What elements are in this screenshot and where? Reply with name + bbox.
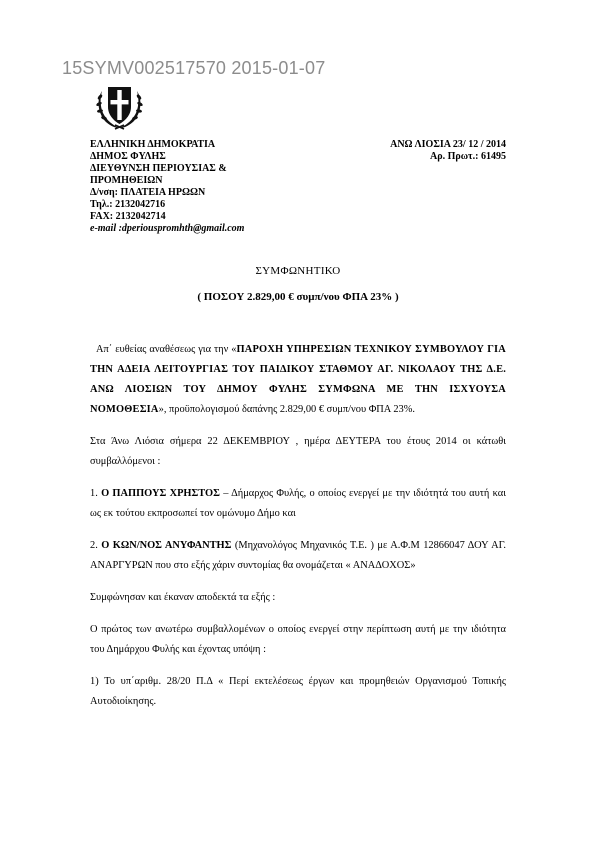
header-line: ΔΗΜΟΣ ΦΥΛΗΣ (90, 151, 166, 162)
header-line: ΔΙΕΥΘΥΝΣΗ ΠΕΡΙΟΥΣΙΑΣ & (90, 163, 227, 174)
header-line: Τηλ.: 2132042716 (90, 199, 166, 210)
header-line: ΕΛΛΗΝΙΚΗ ΔΗΜΟΚΡΑΤΙΑ (90, 139, 216, 150)
paragraph (90, 536, 506, 576)
service-title: ΠΑΡΟΧΗ ΥΠΗΡΕΣΙΩΝ ΤΕΧΝΙΚΟΥ ΣΥΜΒΟΥΛΟΥ ΓΙΑ ΤΗΝ ΑΔΕΙΑ ΛΕΙΤΟΥΡΓΙΑΣ ΤΟΥ ΠΑΙΔΙΚΟΥ ΣΤΑΘΜΟΥ ΑΓ. ΝΙΚΟΛΑΟΥ ΤΗΣ Δ.Ε. ΑΝΩ ΛΙΟΣΙΩΝ ΤΟΥ ΔΗΜΟΥ ΦΥΛΗΣ ΣΥΜΦΩΝΑ ΜΕ ΤΗΝ ΙΣΧΥΟΥΣΑ ΝΟΜΟΘΕΣΙΑ (90, 344, 506, 415)
header-line: Δ/νση: ΠΛΑΤΕΙΑ ΗΡΩΩΝ (90, 187, 206, 198)
party-name: Ο ΚΩΝ/ΝΟΣ ΑΝΥΦΑΝΤΗΣ (101, 540, 232, 551)
paragraph (90, 340, 506, 420)
document-subtitle: ( ΠΟΣΟΥ 2.829,00 € συμπ/νου ΦΠΑ 23% ) (197, 291, 399, 303)
email-line: e-mail :dperiouspromhth@gmail.com (90, 223, 245, 234)
party-name: Ο ΠΑΠΠΟΥΣ ΧΡΗΣΤΟΣ (101, 488, 220, 499)
paragraph-text: », προϋπολογισμού δαπάνης 2.829,00 € συμπ/νου ΦΠΑ 23%. (158, 404, 415, 415)
document-stamp: 15SYMV002517570 2015-01-07 (62, 58, 326, 78)
protocol-number: Αρ. Πρωτ.: 61495 (430, 151, 506, 162)
list-number: 2. (90, 540, 102, 551)
paragraph-text: (Μηχανολόγος Μηχανικός Τ.Ε. ) με Α.Φ.Μ 12866047 ΔΟΥ ΑΓ. ΑΝΑΡΓΥΡΩΝ που στο εξής χάριν συντομίας θα ονομάζεται « ΑΝΑΔΟΧΟΣ» (90, 540, 506, 571)
date-protocol-block (0, 139, 506, 163)
paragraph-text: Απ΄ ευθείας αναθέσεως για την « (96, 344, 237, 355)
paragraph: Ο πρώτος των ανωτέρω συμβαλλομένων ο οποίος ενεργεί στην περίπτωση αυτή με την ιδιότητα του Δημάρχου Φυλής και έχοντας υπόψη : (90, 624, 506, 655)
paragraph: 1) Το υπ΄αριθμ. 28/20 Π.Δ « Περί εκτελέσεως έργων και προμηθειών Οργανισμού Τοπικής Αυτοδιοίκησης. (90, 676, 506, 707)
list-number: 1. (90, 488, 102, 499)
paragraph: Στα Άνω Λιόσια σήμερα 22 ΔΕΚΕΜΒΡΙΟΥ , ημέρα ΔΕΥΤΕΡΑ του έτους 2014 οι κάτωθι συμβαλλόμενοι : (90, 436, 506, 467)
header-line: ΠΡΟΜΗΘΕΙΩΝ (90, 175, 163, 186)
document-date: ΑΝΩ ΛΙΟΣΙΑ 23/ 12 / 2014 (390, 139, 506, 150)
document-title: ΣΥΜΦΩΝΗΤΙΚΟ (255, 265, 341, 277)
paragraph (90, 484, 506, 524)
paragraph-text: – Δήμαρχος Φυλής, ο οποίος ενεργεί με την ιδιότητά του αυτή και ως εκ τούτου εκπροσωπεί τον ομώνυμο Δήμο και (90, 488, 507, 519)
paragraph: Συμφώνησαν και έκαναν αποδεκτά τα εξής : (90, 592, 276, 603)
greek-coat-of-arms-icon (93, 81, 146, 131)
document-body (90, 340, 506, 724)
header-line: FAX: 2132042714 (90, 211, 166, 222)
